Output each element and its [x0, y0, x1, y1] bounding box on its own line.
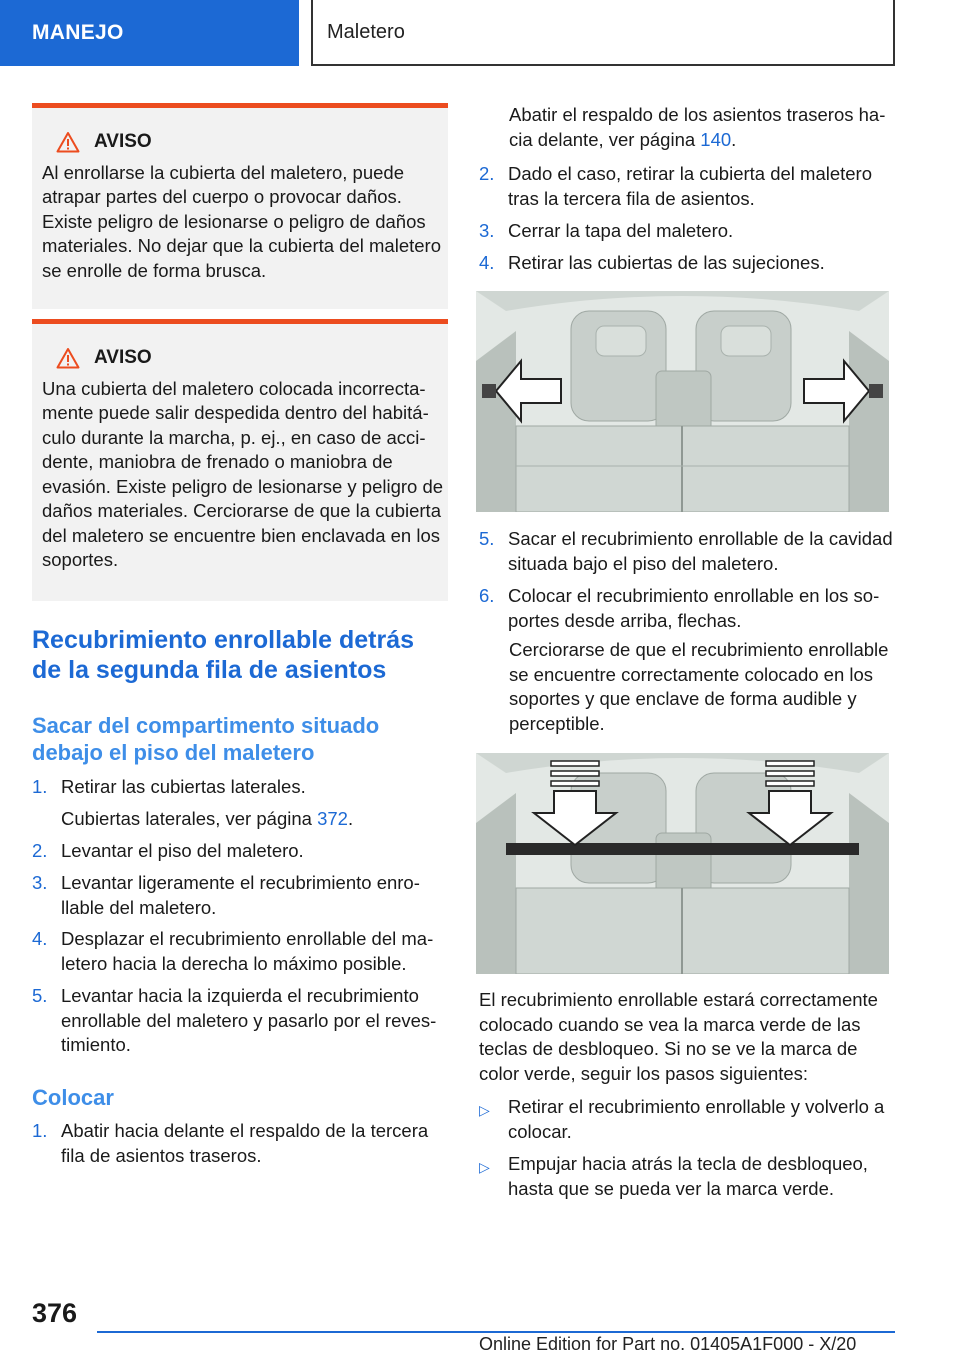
list-item — [479, 1095, 897, 1144]
step-note-suffix: . — [347, 808, 354, 829]
subsection-title-place: Colocar — [32, 1085, 114, 1110]
step-number: 3. — [479, 220, 495, 241]
step-text: Colocar el recubrimiento enrollable en los soportes desde arriba, flechas. — [508, 585, 880, 631]
step-number: 6. — [479, 585, 495, 606]
warning-text: Al enrollarse la cubierta del maletero, puede atrapar partes del cuerpo o provocar daños. Existe peligro de lesionarse o peligro de daños materiales. No dejar que la cubierta del maletero se enrolle de forma brusca. — [42, 161, 441, 281]
step-text: Dado el caso, retirar la cubierta del maletero tras la tercera fila de asientos. — [508, 163, 873, 209]
list-item — [32, 839, 448, 864]
step-continuation — [509, 103, 897, 152]
step-text: Sacar el recubrimiento enrollable de la cavidad situada bajo el piso del maletero. — [508, 528, 893, 574]
step-text: Desplazar el recubrimiento enrollable del maletero hacia la derecha lo máximo posible. — [61, 928, 434, 974]
step-note: Cerciorarse de que el recubrimiento enrollable se encuentre correctamente colocado en los soportes y que enclave de forma audible y perceptible. — [509, 639, 889, 734]
page-link[interactable]: 140 — [700, 128, 732, 150]
result-paragraph: El recubrimiento enrollable estará correctamente colocado cuando se vea la marca verde de las teclas de desbloqueo. Si no se ve la marca de color verde, seguir los pasos siguientes: — [479, 989, 878, 1084]
step-text: Levantar ligeramente el recubrimiento enrollable del maletero. — [61, 872, 420, 918]
list-item — [32, 1119, 448, 1168]
warning-label: AVISO — [94, 131, 152, 152]
warning-box-1 — [32, 103, 448, 309]
step-number: 2. — [32, 840, 48, 861]
step-number: 4. — [32, 928, 48, 949]
footer-divider — [97, 1331, 895, 1333]
list-item — [479, 251, 897, 276]
step-number: 1. — [32, 776, 48, 797]
warning-triangle-icon — [56, 131, 80, 153]
warning-label: AVISO — [94, 347, 152, 368]
edition-text: Online Edition for Part no. 01405A1F000 - X/20 — [479, 1334, 857, 1354]
warning-header — [56, 130, 444, 155]
list-item — [32, 775, 448, 800]
step-text: Retirar las cubiertas de las sujeciones. — [508, 252, 825, 273]
step-text: Cerrar la tapa del maletero. — [508, 220, 734, 241]
list-item — [32, 984, 448, 1058]
section-title: Recubrimiento enrollable detrás de la segunda fila de asientos — [32, 626, 415, 684]
trunk-side-supports-illustration — [476, 291, 889, 512]
step-note-text: Cubiertas laterales, ver página — [61, 808, 318, 829]
step-number: 3. — [32, 872, 48, 893]
section-tab: MANEJO — [0, 0, 299, 66]
step-number: 5. — [32, 985, 48, 1006]
bullet-text: Retirar el recubrimiento enrollable y volverlo a colocar. — [508, 1096, 885, 1142]
subsection-title-remove: Sacar del compartimento situado debajo el piso del maletero — [32, 713, 380, 765]
warning-header — [56, 346, 444, 371]
list-item — [479, 527, 897, 576]
chapter-tab: Maletero — [311, 0, 895, 66]
bullet-arrow-icon: ▷ — [479, 1102, 490, 1118]
list-item — [32, 871, 448, 920]
list-item — [479, 162, 897, 211]
step-number: 5. — [479, 528, 495, 549]
cover-placement-illustration — [476, 753, 889, 974]
bullet-text: Empujar hacia atrás la tecla de desbloqueo, hasta que se pueda ver la marca verde. — [508, 1153, 868, 1199]
continuation-suffix: . — [731, 128, 737, 150]
warning-text: Una cubierta del maletero colocada incorrectamente puede salir despedida dentro del habitáculo durante la marcha, p. ej., en caso de accidente, maniobra de frenado o maniobra de evasión. Existe peligro de lesionarse y peligro de daños materiales. Cerciorarse de que la cubierta del maletero se encuentre bien enclavada en los soportes. — [42, 377, 444, 570]
warning-box-2 — [32, 319, 448, 601]
continuation-text: Abatir el respaldo de los asientos traseros hacia delante, ver página — [509, 104, 886, 150]
step-number: 1. — [32, 1120, 48, 1141]
list-item — [479, 1152, 897, 1201]
page-number: 376 — [32, 1298, 78, 1328]
step-text: Levantar el piso del maletero. — [61, 840, 304, 861]
step-text: Abatir hacia delante el respaldo de la tercera fila de asientos traseros. — [61, 1120, 429, 1166]
step-number: 2. — [479, 163, 495, 184]
step-note — [61, 807, 448, 832]
list-item — [479, 584, 897, 633]
step-text: Retirar las cubiertas laterales. — [61, 776, 306, 797]
list-item — [32, 927, 448, 976]
bullet-arrow-icon: ▷ — [479, 1159, 490, 1175]
step-number: 4. — [479, 252, 495, 273]
step-text: Levantar hacia la izquierda el recubrimiento enrollable del maletero y pasarlo por el revestimiento. — [61, 985, 437, 1055]
warning-triangle-icon — [56, 347, 80, 369]
list-item — [479, 219, 897, 244]
page-link[interactable]: 372 — [317, 808, 348, 829]
